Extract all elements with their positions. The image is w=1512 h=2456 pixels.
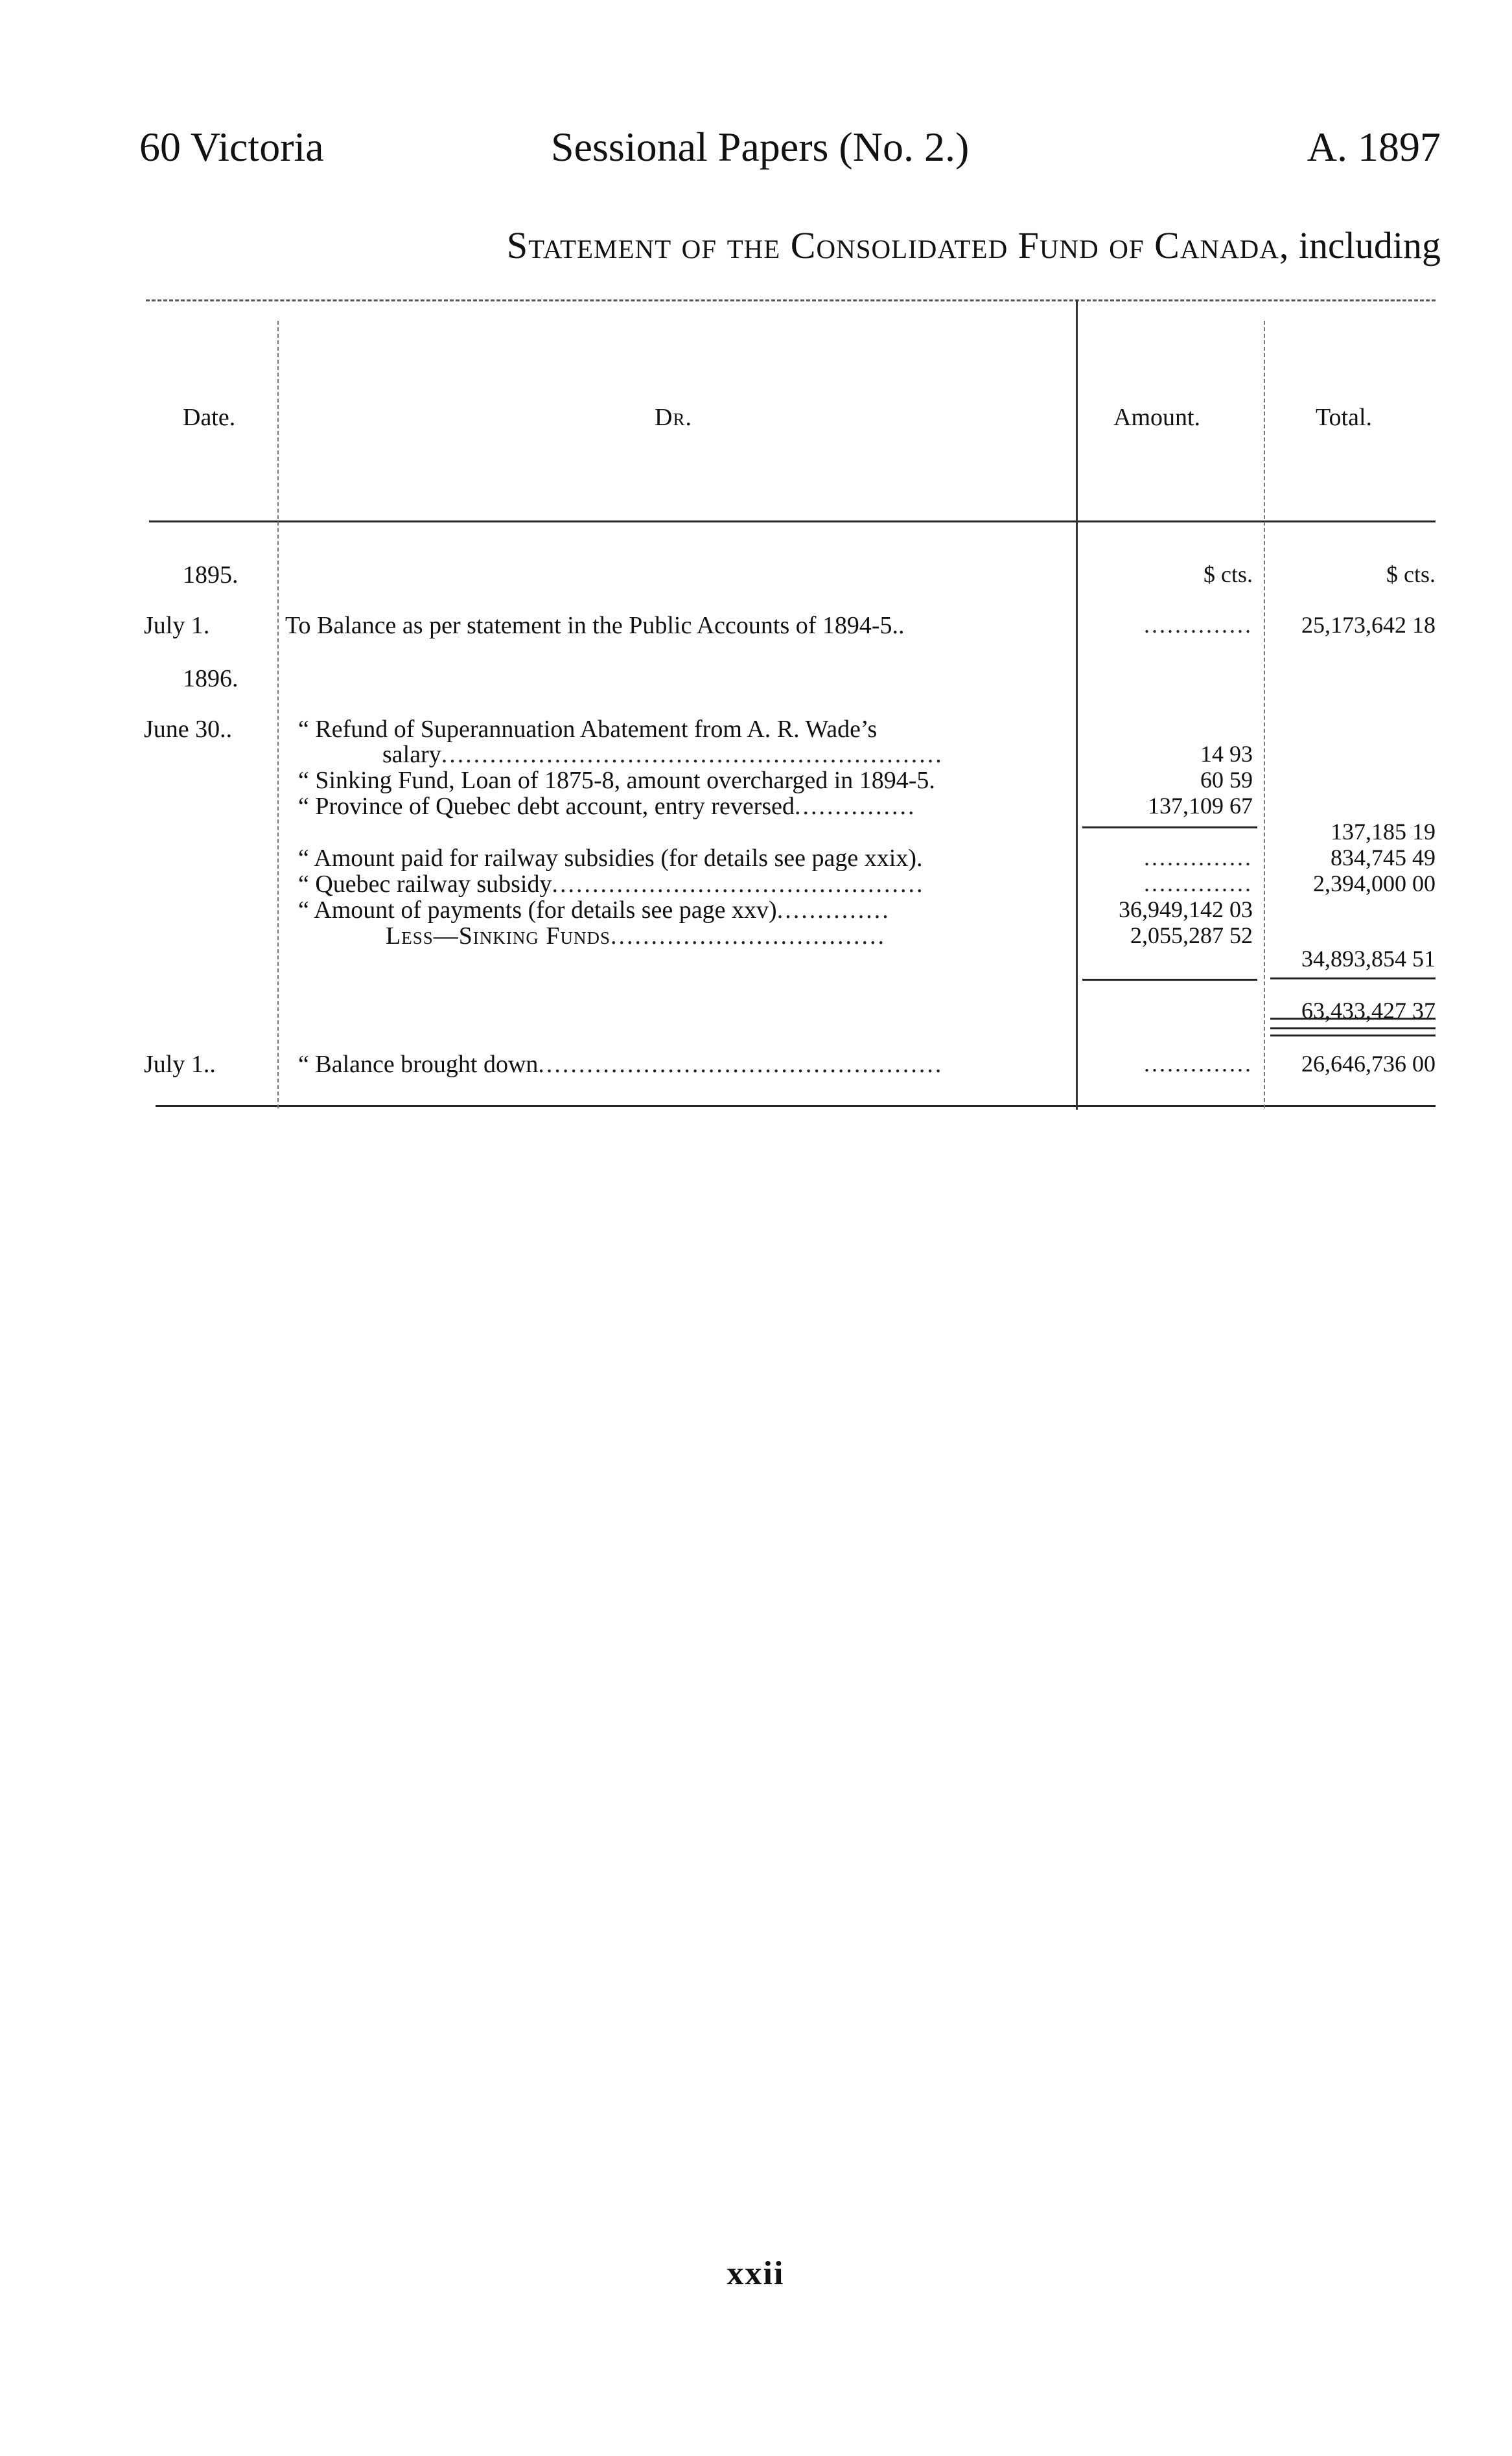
row-amount-leader: .............. — [1144, 871, 1253, 896]
total-grand-rule-2 — [1270, 1027, 1436, 1029]
row-date: July 1. — [144, 612, 210, 639]
row-total: 34,893,854 51 — [1301, 946, 1436, 972]
row-total: 2,394,000 00 — [1313, 871, 1436, 896]
row-total: 834,745 49 — [1331, 845, 1436, 871]
amount-units: $ cts. — [1204, 561, 1253, 587]
statement-title-main: Statement of the Consolidated Fund of Canada, — [506, 224, 1290, 266]
table-bottom-rule — [156, 1105, 1436, 1107]
col-header-total: Total. — [1316, 404, 1373, 431]
total-grand-rule-3 — [1270, 1035, 1436, 1036]
header-left: 60 Victoria — [139, 124, 324, 170]
page-number: xxii — [727, 2255, 785, 2292]
table-top-rule — [146, 299, 1436, 301]
date-column-divider — [277, 321, 279, 1108]
row-total: 26,646,736 00 — [1301, 1051, 1436, 1077]
year-label: 1895. — [183, 561, 238, 589]
header-bottom-rule — [149, 520, 1436, 522]
row-total: 25,173,642 18 — [1301, 612, 1436, 638]
grand-total: 63,433,427 37 — [1301, 998, 1436, 1023]
row-total: 137,185 19 — [1331, 819, 1436, 845]
row-date: July 1.. — [144, 1051, 216, 1078]
header-right: A. 1897 — [1307, 124, 1441, 170]
total-subtotal-rule — [1270, 977, 1436, 979]
amount-column-divider — [1076, 299, 1078, 1110]
row-amount: 137,109 67 — [1148, 793, 1253, 819]
statement-title — [507, 224, 1441, 267]
row-date: June 30.. — [144, 716, 233, 743]
row-description: “ Quebec railway subsidy.............................................. — [298, 871, 925, 898]
row-description: “ Province of Quebec debt account, entry reversed............... — [298, 793, 916, 820]
row-amount-leader: .............. — [1144, 1051, 1253, 1077]
row-amount: 60 59 — [1200, 767, 1253, 793]
year-label: 1896. — [183, 665, 238, 692]
row-description: “ Amount paid for railway subsidies (for details see page xxix). — [298, 845, 923, 872]
col-header-date: Date. — [183, 404, 236, 431]
total-units: $ cts. — [1386, 561, 1436, 587]
col-header-dr: Dr. — [655, 404, 692, 431]
row-amount-leader: .............. — [1144, 612, 1253, 638]
row-amount: 14 93 — [1200, 741, 1253, 767]
amount-subtotal-rule-1 — [1082, 826, 1257, 828]
row-description: “ Amount of payments (for details see page xxv).............. — [298, 896, 890, 924]
amount-subtotal-rule-2 — [1082, 979, 1257, 981]
row-description: “ Sinking Fund, Loan of 1875-8, amount overcharged in 1894-5. — [298, 767, 935, 794]
row-description: Less—Sinking Funds.................................. — [386, 922, 886, 950]
total-column-divider — [1264, 321, 1265, 1108]
row-description-continued: salary.............................................................. — [382, 741, 944, 768]
row-description: “ Balance brought down.................................................. — [298, 1051, 944, 1078]
header-center: Sessional Papers (No. 2.) — [551, 124, 970, 170]
row-amount: 36,949,142 03 — [1119, 896, 1253, 922]
row-description: To Balance as per statement in the Public Accounts of 1894-5.. — [285, 612, 905, 639]
row-amount-leader: .............. — [1144, 845, 1253, 871]
row-description: “ Refund of Superannuation Abatement from A. R. Wade’s — [298, 716, 878, 743]
statement-title-suffix: including — [1298, 224, 1441, 266]
col-header-amount: Amount. — [1113, 404, 1201, 431]
row-amount: 2,055,287 52 — [1130, 922, 1253, 948]
